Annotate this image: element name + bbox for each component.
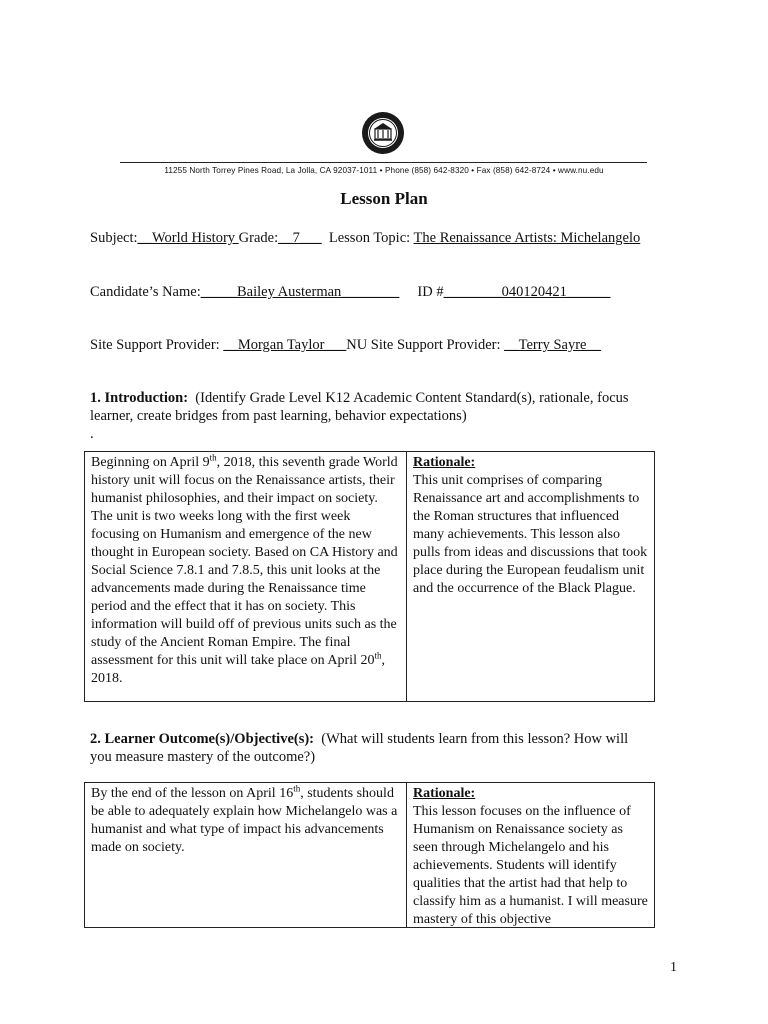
section1-rationale-text: This unit comprises of comparing Renaissance art and accomplishments to the Roman structures that influenced many achievements. This lesson also pulls from ideas and discussions that took place during the European feudalism unit and the occurrence of the Black Plague. [413,473,648,596]
subject-label: Subject: [90,230,138,246]
section1-sup-b: th [374,650,382,661]
section1-text-c: , 2018. [91,653,385,686]
section2-table [84,782,655,928]
site-support-line [90,337,601,354]
section2-rationale-text: This lesson focuses on the influence of Humanism on Renaissance society as seen through Michelangelo and his achievements. Students will identify qualities that the artist had that help to classify him as a humanist. I will measure mastery of this objective [413,804,648,927]
section1-sup-a: th [209,452,217,463]
candidate-value: _____Bailey Austerman________ [200,284,400,300]
section1-rationale-label: Rationale: [413,455,476,470]
ssp-value: __Morgan Taylor___ [223,337,347,353]
candidate-label: Candidate’s Name: [90,284,201,300]
page-title: Lesson Plan [340,189,428,208]
subject-value: __World History [137,230,239,246]
section1-text-a: Beginning on April 9 [91,455,210,470]
subject-line [90,230,640,247]
section2-left-cell [85,783,407,927]
topic-label: Lesson Topic: [328,230,411,246]
page-number: 1 [670,960,677,975]
section2-heading [90,730,670,766]
ssp-label: Site Support Provider: [90,337,220,353]
university-address: 11255 North Torrey Pines Road, La Jolla, CA 92037-1011 • Phone (858) 642-8320 • Fax (858) 642-8724 • www.nu.edu [164,166,604,175]
section1-title: 1. Introduction: [90,390,189,406]
section2-title: 2. Learner Outcome(s)/Objective(s): [90,731,315,747]
section2-text-b: , students should be able to adequately explain how Michelangelo was a humanist and what type of impact his advancements made on society. [91,786,398,855]
section2-description-2: you measure mastery of the outcome?) [90,749,316,765]
topic-value: The Renaissance Artists: Michelangelo [413,230,641,246]
section1-rationale-cell [407,452,654,701]
grade-value: __7___ [278,230,322,246]
nussp-label: NU Site Support Provider: [346,337,501,353]
section2-text-a: By the end of the lesson on April 16 [91,786,294,801]
university-seal-logo [361,111,405,155]
candidate-line [90,284,610,301]
section2-sup-a: th [293,783,301,794]
grade-label: Grade: [238,230,279,246]
section1-heading [90,389,670,443]
nussp-value: __Terry Sayre__ [504,337,601,353]
section1-text-b: , 2018, this seventh grade World history unit will focus on the Renaissance artists, their humanist philosophies, and their impact on society. The unit is two weeks long with the first week focusing on Humanism and emergence of the new thought in European society. Based on CA History and Social Science 7.8.1 and 7.8.5, this unit looks at the advancements made during the Renaissance time period and the effect that it has on society. This information will build off of previous units such as the study of the Ancient Roman Empire. The final assessment for this unit will take place on April 20 [91,455,398,668]
section2-description-1: (What will students learn from this lesson? How will [321,731,629,747]
section2-rationale-label: Rationale: [413,786,476,801]
section1-left-cell [85,452,407,701]
section1-dot: . [90,426,94,442]
section1-table [84,451,655,702]
id-value: ________040120421______ [443,284,611,300]
section1-description-2: learner, create bridges from past learning, behavior expectations) [90,408,467,424]
section2-rationale-cell [407,783,654,927]
id-label: ID # [417,284,444,300]
section1-description-1: (Identify Grade Level K12 Academic Content Standard(s), rationale, focus [195,390,629,406]
header-divider [120,162,647,163]
